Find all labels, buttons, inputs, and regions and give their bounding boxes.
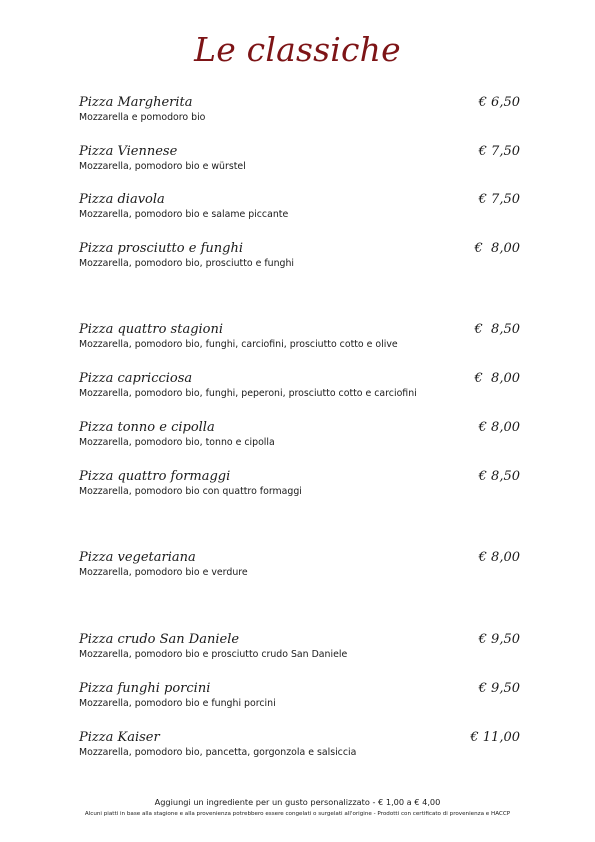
menu-item-description: Mozzarella, pomodoro bio, funghi, peperoni, prosciutto cotto e carciofini xyxy=(79,388,417,399)
menu-item-margherita xyxy=(79,95,520,123)
menu-item-name: Pizza Margherita xyxy=(79,95,193,110)
menu-item-diavola xyxy=(79,192,520,220)
menu-item-price: € 8,50 xyxy=(474,322,520,337)
menu-item-description: Mozzarella, pomodoro bio con quattro formaggi xyxy=(79,486,302,497)
menu-item-price: € 9,50 xyxy=(478,681,520,696)
menu-item-price: € 8,00 xyxy=(474,371,520,386)
menu-item-crudo-san-daniele xyxy=(79,632,520,660)
menu-item-price: € 8,00 xyxy=(478,550,520,565)
menu-item-description: Mozzarella, pomodoro bio e prosciutto crudo San Daniele xyxy=(79,649,348,660)
menu-item-funghi-porcini xyxy=(79,681,520,709)
menu-item-name: Pizza tonno e cipolla xyxy=(79,420,215,435)
menu-item-price: € 8,50 xyxy=(478,469,520,484)
menu-item-tonno-cipolla xyxy=(79,420,520,448)
menu-item-description: Mozzarella e pomodoro bio xyxy=(79,112,206,123)
menu-item-prosciutto-funghi xyxy=(79,241,520,269)
menu-item-price: € 9,50 xyxy=(478,632,520,647)
extra-ingredient-note: Aggiungi un ingrediente per un gusto personalizzato - € 1,00 a € 4,00 xyxy=(154,797,441,807)
menu-item-price: € 8,00 xyxy=(478,420,520,435)
menu-item-price: € 8,00 xyxy=(474,241,520,256)
page-title: Le classiche xyxy=(194,30,401,69)
menu-item-viennese xyxy=(79,144,520,172)
menu-item-price: € 7,50 xyxy=(478,144,520,159)
menu-item-description: Mozzarella, pomodoro bio, prosciutto e funghi xyxy=(79,258,295,269)
menu-item-vegetariana xyxy=(79,550,520,578)
disclaimer-note: Alcuni piatti in base alla stagione e alla provenienza potrebbero essere congelati o surgelati all'origine - Prodotti con certificato di provenienza e HACCP xyxy=(84,811,511,817)
menu-item-description: Mozzarella, pomodoro bio, pancetta, gorgonzola e salsiccia xyxy=(79,747,357,758)
menu-item-description: Mozzarella, pomodoro bio, funghi, carciofini, prosciutto cotto e olive xyxy=(79,339,398,350)
menu-item-price: € 11,00 xyxy=(470,730,520,745)
menu-item-quattro-stagioni xyxy=(79,322,520,350)
menu-item-description: Mozzarella, pomodoro bio e verdure xyxy=(79,567,248,578)
menu-item-quattro-formaggi xyxy=(79,469,520,497)
menu-item-name: Pizza vegetariana xyxy=(79,550,196,565)
menu-item-name: Pizza quattro stagioni xyxy=(79,322,224,337)
menu-item-description: Mozzarella, pomodoro bio e salame piccante xyxy=(79,209,289,220)
menu-item-name: Pizza funghi porcini xyxy=(79,681,211,696)
menu-item-name: Pizza Viennese xyxy=(79,144,178,159)
menu-item-name: Pizza quattro formaggi xyxy=(79,469,231,484)
menu-item-price: € 6,50 xyxy=(478,95,520,110)
menu-item-kaiser xyxy=(79,730,520,758)
menu-item-description: Mozzarella, pomodoro bio, tonno e cipolla xyxy=(79,437,275,448)
menu-item-capricciosa xyxy=(79,371,520,399)
menu-item-name: Pizza crudo San Daniele xyxy=(79,632,240,647)
menu-item-description: Mozzarella, pomodoro bio e funghi porcini xyxy=(79,698,276,709)
menu-item-name: Pizza prosciutto e funghi xyxy=(79,241,243,256)
menu-item-description: Mozzarella, pomodoro bio e würstel xyxy=(79,161,246,172)
menu-item-price: € 7,50 xyxy=(478,192,520,207)
menu-item-name: Pizza capricciosa xyxy=(79,371,193,386)
menu-item-name: Pizza Kaiser xyxy=(79,730,160,745)
menu-item-name: Pizza diavola xyxy=(79,192,165,207)
